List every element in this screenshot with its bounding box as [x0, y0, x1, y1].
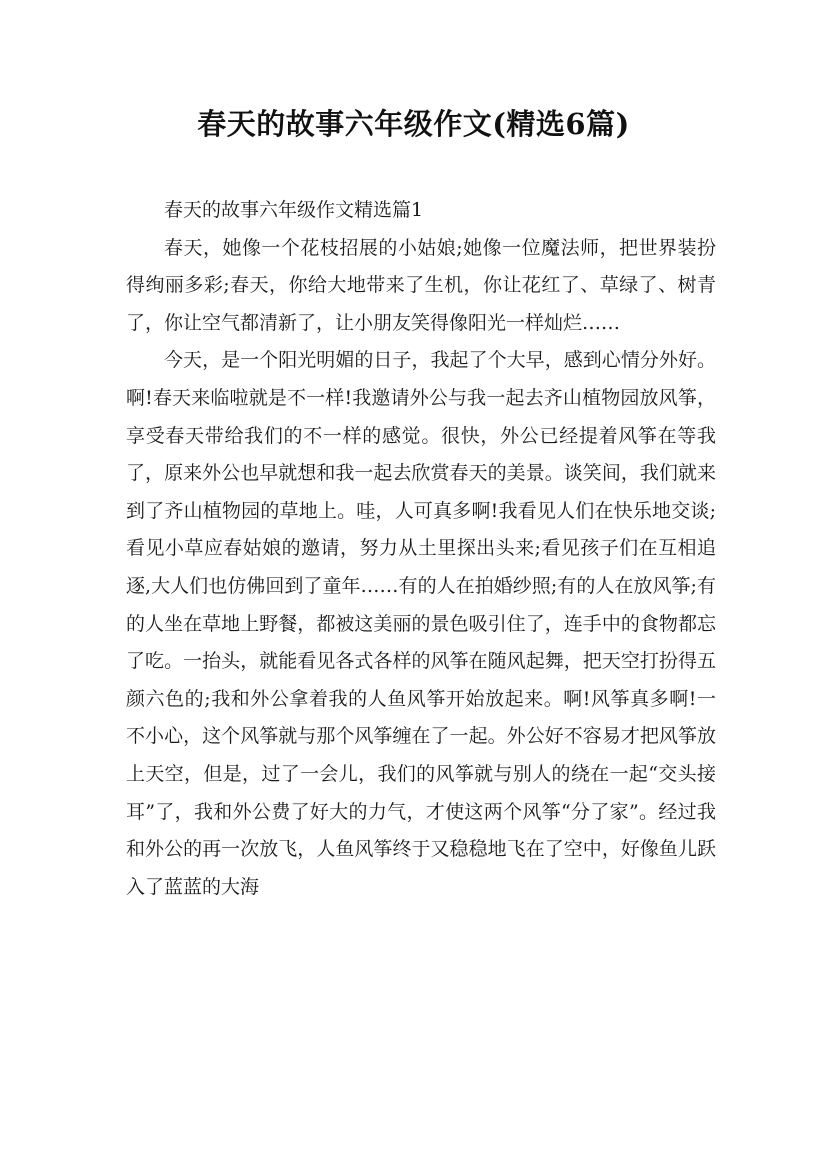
paragraph-2: 今天，是一个阳光明媚的日子，我起了个大早，感到心情分外好。啊!春天来临啦就是不一样!我邀请外公与我一起去齐山植物园放风筝，享受春天带给我们的不一样的感觉。很快，外公已经提着风筝在等我了，原来外公也早就想和我一起去欣赏春天的美景。谈笑间，我们就来到了齐山植物园的草地上。哇，人可真多啊!我看见人们在快乐地交谈;看见小草应春姑娘的邀请，努力从土里探出头来;看见孩子们在互相追逐,大人们也仿佛回到了童年……有的人在拍婚纱照;有的人在放风筝;有的人坐在草地上野餐，都被这美丽的景色吸引住了，连手中的食物都忘了吃。一抬头，就能看见各式各样的风筝在随风起舞，把天空打扮得五颜六色的;我和外公拿着我的人鱼风筝开始放起来。啊!风筝真多啊!一不小心，这个风筝就与那个风筝缠在了一起。外公好不容易才把风筝放上天空，但是，过了一会儿，我们的风筝就与别人的绕在一起“交头接耳”了，我和外公费了好大的力气，才使这两个风筝“分了家”。经过我和外公的再一次放飞，人鱼风筝终于又稳稳地飞在了空中，好像鱼儿跃入了蓝蓝的大海: [126, 349, 716, 898]
document-title: 春天的故事六年级作文(精选6篇): [197, 107, 630, 141]
document-body: [126, 192, 716, 906]
paragraph-1: 春天，她像一个花枝招展的小姑娘;她像一位魔法师，把世界装扮得绚丽多彩;春天，你给大地带来了生机，你让花红了、草绿了、树青了，你让空气都清新了，让小朋友笑得像阳光一样灿烂……: [126, 236, 716, 334]
section-heading: 春天的故事六年级作文精选篇1: [164, 199, 424, 221]
